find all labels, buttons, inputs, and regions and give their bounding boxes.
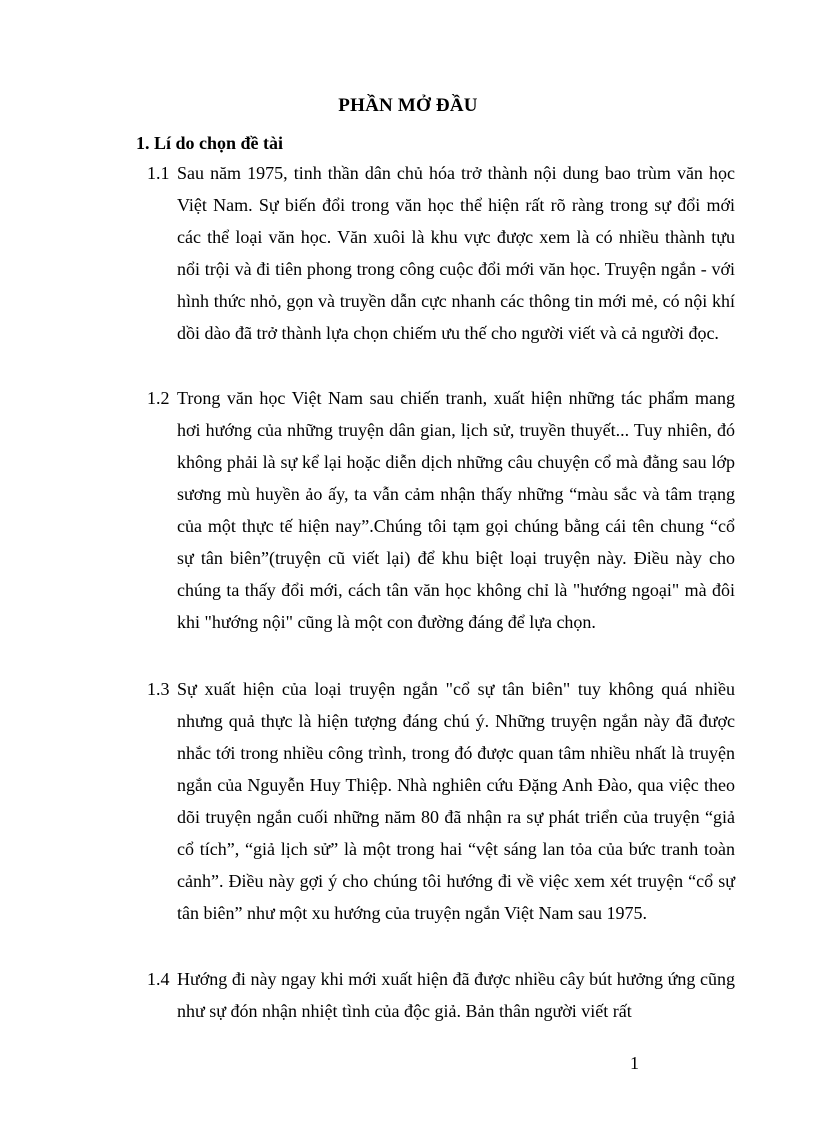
item-paragraph: Sự xuất hiện của loại truyện ngắn "cổ sự tân biên" tuy không quá nhiều nhưng quả thực là hiện tượng đáng chú ý. Những truyện ngắn này đã được nhắc tới trong nhiều công trình, trong đó được quan tâm nhiều nhất là truyện ngắn của Nguyễn Huy Thiệp. Nhà nghiên cứu Đặng Anh Đào, qua việc theo dõi truyện ngắn cuối những năm 80 đã nhận ra sự phát triển của truyện “giả cổ tích”, “giả lịch sử” là một trong hai “vệt sáng lan tỏa của bức tranh toàn cảnh”. Điều này gợi ý cho chúng tôi hướng đi về việc xem xét truyện “cổ sự tân biên” như một xu hướng của truyện ngắn Việt Nam sau 1975. — [177, 679, 735, 923]
item-paragraph: Hướng đi này ngay khi mới xuất hiện đã được nhiều cây bút hưởng ứng cũng như sự đón nhận nhiệt tình của độc giả. Bản thân người viết rất — [177, 969, 735, 1021]
item-paragraph: Sau năm 1975, tinh thần dân chủ hóa trở thành nội dung bao trùm văn học Việt Nam. Sự biến đổi trong văn học thể hiện rất rõ ràng trong sự đổi mới các thể loại văn học. Văn xuôi là khu vực được xem là có nhiều thành tựu nổi trội và đi tiên phong trong công cuộc đổi mới văn học. Truyện ngắn - với hình thức nhỏ, gọn và truyền dẫn cực nhanh các thông tin mới mẻ, có nội khí dồi dào đã trở thành lựa chọn chiếm ưu thế cho người viết và cả người đọc. — [177, 163, 735, 343]
page-number: 1 — [630, 1053, 639, 1073]
item-number: 1.4 — [147, 969, 170, 989]
list-item — [147, 382, 735, 638]
item-number: 1.2 — [147, 388, 170, 408]
page-title: PHẦN MỞ ĐẦU — [338, 95, 478, 116]
list-item — [147, 157, 735, 349]
item-number: 1.3 — [147, 679, 170, 699]
item-paragraph: Trong văn học Việt Nam sau chiến tranh, xuất hiện những tác phẩm mang hơi hướng của những truyện dân gian, lịch sử, truyền thuyết... Tuy nhiên, đó không phải là sự kể lại hoặc diễn dịch những câu chuyện cổ mà đằng sau lớp sương mù huyền ảo ấy, ta vẫn cảm nhận thấy những “màu sắc và tâm trạng của một thực tế hiện nay”.Chúng tôi tạm gọi chúng bằng cái tên chung “cổ sự tân biên”(truyện cũ viết lại) để khu biệt loại truyện này. Điều này cho chúng ta thấy đổi mới, cách tân văn học không chỉ là "hướng ngoại" mà đôi khi "hướng nội" cũng là một con đường đáng để lựa chọn. — [177, 388, 735, 632]
list-item — [147, 673, 735, 929]
list-item — [147, 963, 735, 1027]
section-heading: 1. Lí do chọn đề tài — [136, 133, 284, 153]
item-number: 1.1 — [147, 163, 170, 183]
